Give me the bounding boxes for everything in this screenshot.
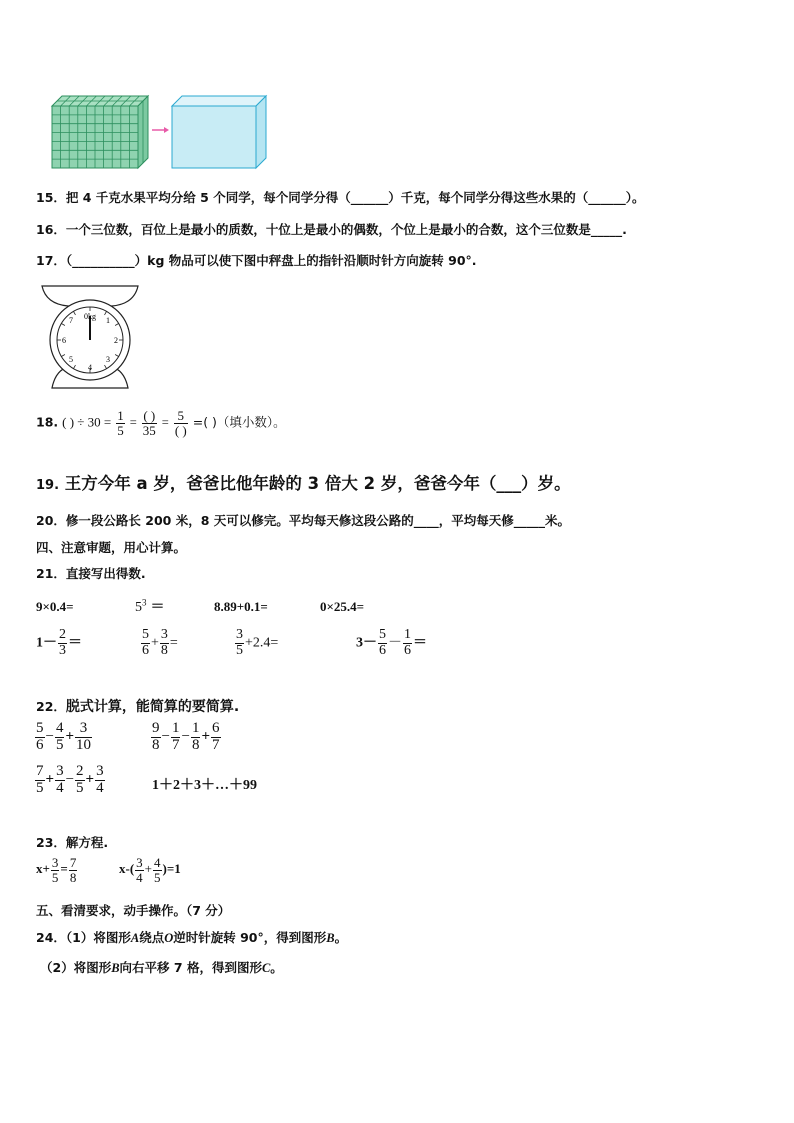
question-17: 17．（__________）kg 物品可以使下图中秤盘上的指针沿顺时针方向旋转 90°.	[36, 253, 477, 268]
question-22-title: 22．脱式计算，能简算的要简算.	[36, 699, 240, 715]
question-19: 19. 王方今年 a 岁，爸爸比他年龄的 3 倍大 2 岁，爸爸今年（___）岁。	[36, 474, 571, 493]
answer-blank[interactable]: __________	[72, 253, 135, 268]
kitchen-scale-figure	[38, 282, 142, 392]
answer-blank[interactable]: ___	[496, 474, 522, 493]
q21-item-6: $\frac{5}{6}$ + $\frac{3}{8}$ =	[142, 627, 178, 658]
dial-number-2: 2	[114, 336, 118, 345]
dial-number-3: 3	[106, 355, 110, 364]
answer-blank[interactable]: ______	[350, 190, 389, 205]
q21-item-5: 1－ $\frac{2}{3}$ ＝	[36, 627, 82, 658]
q22-expression-2: $\frac{9}{8}$ − $\frac{1}{7}$ − $\frac{1}{8}$ + $\frac{6}{7}$	[152, 720, 220, 753]
answer-blank[interactable]: ____	[413, 513, 439, 528]
q22-expression-4: 1＋2＋3＋…＋99	[152, 778, 257, 793]
q23-equation-2: x-( $\frac{3}{4}$ + $\frac{4}{5}$ )=1	[119, 855, 181, 885]
fraction: $\frac{( )}{35}$	[142, 408, 156, 438]
q21-item-1: 9×0.4=	[36, 599, 74, 614]
scale-zero-label: 0kg	[84, 312, 96, 321]
question-24-part-2: （2）将图形B向右平移 7 格，得到图形C。	[40, 960, 283, 975]
dial-number-1: 1	[106, 316, 110, 325]
dial-number-5: 5	[69, 355, 73, 364]
question-21-title: 21．直接写出得数.	[36, 566, 146, 581]
q23-equation-1: x+ $\frac{3}{5}$ = $\frac{7}{8}$	[36, 855, 77, 885]
dial-number-6: 6	[62, 336, 66, 345]
question-24-part-1: 24．（1）将图形A绕点O逆时针旋转 90°，得到图形B。	[36, 930, 348, 945]
empty-box	[172, 96, 266, 168]
question-18: 18. ( ) ÷ 30 = $\frac{1}{5}$ = $\frac{( )}{35}$ = $\frac{5}{( )}$ =( )（填小数）。	[36, 408, 286, 438]
q21-item-3: 8.89+0.1=	[214, 599, 268, 614]
question-16: 16．一个三位数，百位上是最小的质数，十位上是最小的偶数，个位上是最小的合数，这个三位数是_____.	[36, 222, 627, 237]
fraction: $\frac{1}{5}$	[117, 408, 124, 438]
q21-item-8: 3－ $\frac{5}{6}$ － $\frac{1}{6}$ ＝	[356, 627, 427, 658]
cube-to-box-figure	[48, 92, 270, 170]
section-4-heading: 四、注意审题，用心计算。	[36, 540, 187, 555]
question-23-title: 23．解方程.	[36, 835, 109, 850]
dial-number-7: 7	[69, 316, 73, 325]
fraction: $\frac{5}{( )}$	[174, 408, 187, 438]
answer-blank[interactable]: ______	[588, 190, 626, 205]
q21-item-7: $\frac{3}{5}$ +2.4=	[236, 627, 279, 658]
q21-item-4: 0×25.4=	[320, 599, 365, 614]
unit-cube-block	[52, 96, 148, 168]
dial-number-4: 4	[88, 363, 92, 372]
q21-item-2: $5^3$ ＝	[135, 597, 165, 615]
question-20: 20．修一段公路长 200 米，8 天可以修完。平均每天修这段公路的____，平均每天修_____米。	[36, 513, 571, 528]
q22-expression-3: $\frac{7}{5}$ + $\frac{3}{4}$ − $\frac{2}{5}$ + $\frac{3}{4}$	[36, 763, 104, 796]
answer-blank[interactable]: _____	[590, 222, 623, 237]
q22-expression-1: $\frac{5}{6}$ − $\frac{4}{5}$ + $\frac{3}{10}$	[36, 720, 92, 753]
answer-blank[interactable]: _____	[513, 513, 546, 528]
section-5-heading: 五、看清要求，动手操作。（7 分）	[36, 903, 231, 918]
question-15: 15．把 4 千克水果平均分给 5 个同学，每个同学分得（______）千克，每个同学分得这些水果的（______）。	[36, 190, 645, 205]
arrow-icon	[152, 127, 169, 133]
